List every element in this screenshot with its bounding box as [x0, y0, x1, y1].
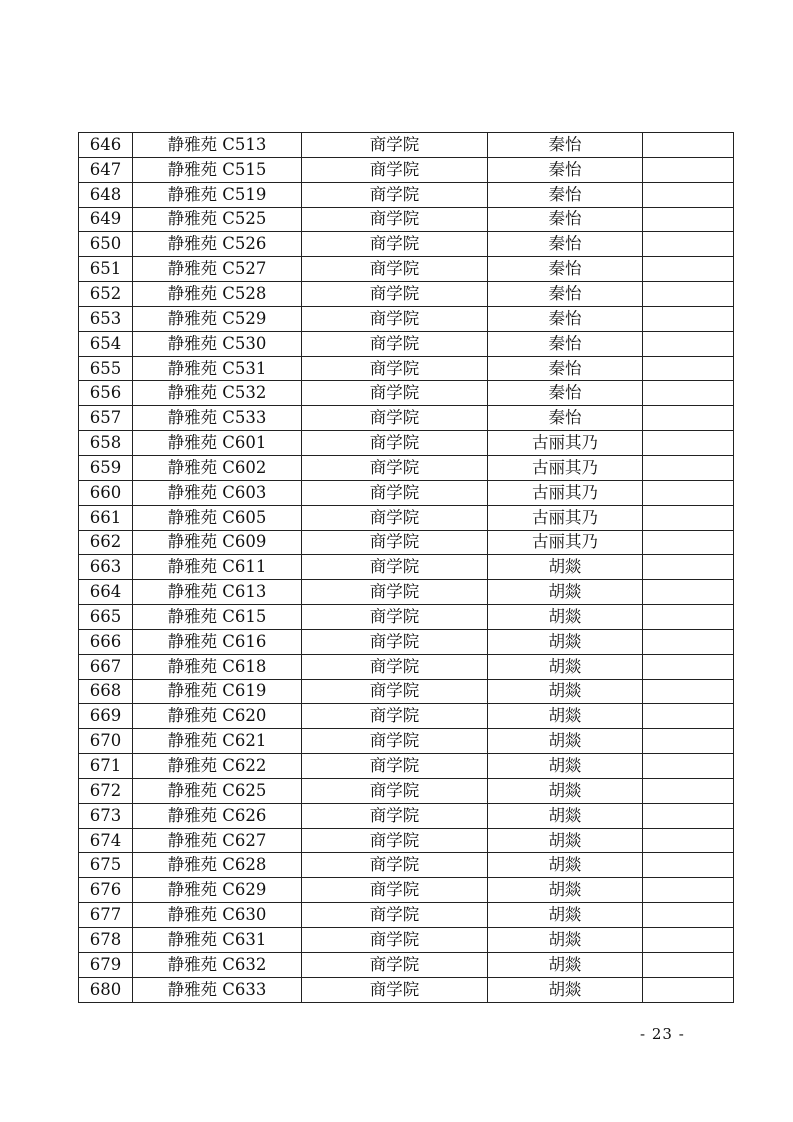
counselor-cell: 胡燚 [488, 704, 643, 729]
row-number-cell: 668 [79, 679, 133, 704]
note-cell [643, 331, 734, 356]
note-cell [643, 480, 734, 505]
table-row [79, 182, 734, 207]
note-cell [643, 778, 734, 803]
counselor-cell: 胡燚 [488, 903, 643, 928]
note-cell [643, 754, 734, 779]
table-row [79, 207, 734, 232]
row-number-cell: 675 [79, 853, 133, 878]
counselor-cell: 胡燚 [488, 928, 643, 953]
row-number-cell: 672 [79, 778, 133, 803]
row-number-cell: 655 [79, 356, 133, 381]
note-cell [643, 133, 734, 158]
row-number-cell: 646 [79, 133, 133, 158]
note-cell [643, 232, 734, 257]
college-cell: 商学院 [302, 356, 488, 381]
dorm-room-cell: 静雅苑 C528 [133, 282, 302, 307]
table-row [79, 530, 734, 555]
table-row [79, 580, 734, 605]
counselor-cell: 胡燚 [488, 952, 643, 977]
dorm-room-cell: 静雅苑 C625 [133, 778, 302, 803]
row-number-cell: 677 [79, 903, 133, 928]
college-cell: 商学院 [302, 729, 488, 754]
dorm-room-cell: 静雅苑 C602 [133, 455, 302, 480]
row-number-cell: 666 [79, 629, 133, 654]
college-cell: 商学院 [302, 505, 488, 530]
note-cell [643, 207, 734, 232]
college-cell: 商学院 [302, 704, 488, 729]
table-row [79, 406, 734, 431]
counselor-cell: 胡燚 [488, 580, 643, 605]
table-row [79, 704, 734, 729]
dorm-room-cell: 静雅苑 C533 [133, 406, 302, 431]
table-row [79, 455, 734, 480]
college-cell: 商学院 [302, 530, 488, 555]
counselor-cell: 胡燚 [488, 754, 643, 779]
counselor-cell: 古丽其乃 [488, 530, 643, 555]
college-cell: 商学院 [302, 778, 488, 803]
dorm-room-cell: 静雅苑 C601 [133, 431, 302, 456]
table-row [79, 828, 734, 853]
row-number-cell: 656 [79, 381, 133, 406]
counselor-cell: 胡燚 [488, 803, 643, 828]
row-number-cell: 679 [79, 952, 133, 977]
row-number-cell: 663 [79, 555, 133, 580]
table-row [79, 878, 734, 903]
row-number-cell: 650 [79, 232, 133, 257]
counselor-cell: 胡燚 [488, 853, 643, 878]
counselor-cell: 古丽其乃 [488, 455, 643, 480]
dormitory-table-container [78, 132, 733, 1003]
note-cell [643, 306, 734, 331]
row-number-cell: 665 [79, 605, 133, 630]
dorm-room-cell: 静雅苑 C611 [133, 555, 302, 580]
note-cell [643, 406, 734, 431]
college-cell: 商学院 [302, 406, 488, 431]
dorm-room-cell: 静雅苑 C513 [133, 133, 302, 158]
table-row [79, 928, 734, 953]
college-cell: 商学院 [302, 754, 488, 779]
row-number-cell: 670 [79, 729, 133, 754]
dorm-room-cell: 静雅苑 C619 [133, 679, 302, 704]
dorm-room-cell: 静雅苑 C630 [133, 903, 302, 928]
table-row [79, 157, 734, 182]
counselor-cell: 秦怡 [488, 356, 643, 381]
row-number-cell: 662 [79, 530, 133, 555]
counselor-cell: 秦怡 [488, 381, 643, 406]
table-row [79, 257, 734, 282]
dorm-room-cell: 静雅苑 C620 [133, 704, 302, 729]
dorm-room-cell: 静雅苑 C605 [133, 505, 302, 530]
counselor-cell: 胡燚 [488, 878, 643, 903]
note-cell [643, 356, 734, 381]
table-row [79, 903, 734, 928]
note-cell [643, 580, 734, 605]
table-row [79, 778, 734, 803]
college-cell: 商学院 [302, 555, 488, 580]
table-row [79, 480, 734, 505]
note-cell [643, 555, 734, 580]
college-cell: 商学院 [302, 580, 488, 605]
table-row [79, 306, 734, 331]
counselor-cell: 秦怡 [488, 282, 643, 307]
note-cell [643, 828, 734, 853]
dorm-room-cell: 静雅苑 C603 [133, 480, 302, 505]
counselor-cell: 秦怡 [488, 257, 643, 282]
table-row [79, 232, 734, 257]
table-row [79, 381, 734, 406]
note-cell [643, 977, 734, 1002]
table-row [79, 431, 734, 456]
dorm-room-cell: 静雅苑 C631 [133, 928, 302, 953]
row-number-cell: 648 [79, 182, 133, 207]
counselor-cell: 秦怡 [488, 406, 643, 431]
dorm-room-cell: 静雅苑 C526 [133, 232, 302, 257]
college-cell: 商学院 [302, 331, 488, 356]
dorm-room-cell: 静雅苑 C628 [133, 853, 302, 878]
note-cell [643, 257, 734, 282]
counselor-cell: 秦怡 [488, 306, 643, 331]
college-cell: 商学院 [302, 654, 488, 679]
row-number-cell: 652 [79, 282, 133, 307]
table-body [79, 133, 734, 1003]
dorm-room-cell: 静雅苑 C615 [133, 605, 302, 630]
row-number-cell: 654 [79, 331, 133, 356]
counselor-cell: 秦怡 [488, 157, 643, 182]
college-cell: 商学院 [302, 952, 488, 977]
dorm-room-cell: 静雅苑 C632 [133, 952, 302, 977]
table-row [79, 356, 734, 381]
college-cell: 商学院 [302, 828, 488, 853]
college-cell: 商学院 [302, 182, 488, 207]
note-cell [643, 679, 734, 704]
table-row [79, 133, 734, 158]
college-cell: 商学院 [302, 605, 488, 630]
note-cell [643, 282, 734, 307]
note-cell [643, 729, 734, 754]
table-row [79, 505, 734, 530]
table-row [79, 679, 734, 704]
counselor-cell: 胡燚 [488, 605, 643, 630]
note-cell [643, 853, 734, 878]
row-number-cell: 680 [79, 977, 133, 1002]
counselor-cell: 胡燚 [488, 828, 643, 853]
row-number-cell: 667 [79, 654, 133, 679]
dorm-room-cell: 静雅苑 C622 [133, 754, 302, 779]
note-cell [643, 629, 734, 654]
college-cell: 商学院 [302, 928, 488, 953]
college-cell: 商学院 [302, 455, 488, 480]
dorm-room-cell: 静雅苑 C626 [133, 803, 302, 828]
note-cell [643, 654, 734, 679]
dorm-room-cell: 静雅苑 C530 [133, 331, 302, 356]
row-number-cell: 664 [79, 580, 133, 605]
note-cell [643, 704, 734, 729]
note-cell [643, 928, 734, 953]
college-cell: 商学院 [302, 157, 488, 182]
row-number-cell: 653 [79, 306, 133, 331]
college-cell: 商学院 [302, 381, 488, 406]
counselor-cell: 胡燚 [488, 555, 643, 580]
row-number-cell: 678 [79, 928, 133, 953]
table-row [79, 754, 734, 779]
note-cell [643, 878, 734, 903]
page-number: - 23 - [640, 1025, 685, 1043]
row-number-cell: 673 [79, 803, 133, 828]
table-row [79, 729, 734, 754]
dorm-room-cell: 静雅苑 C531 [133, 356, 302, 381]
note-cell [643, 381, 734, 406]
row-number-cell: 659 [79, 455, 133, 480]
row-number-cell: 671 [79, 754, 133, 779]
note-cell [643, 182, 734, 207]
note-cell [643, 903, 734, 928]
college-cell: 商学院 [302, 878, 488, 903]
row-number-cell: 660 [79, 480, 133, 505]
counselor-cell: 胡燚 [488, 679, 643, 704]
table-row [79, 605, 734, 630]
dorm-room-cell: 静雅苑 C609 [133, 530, 302, 555]
college-cell: 商学院 [302, 853, 488, 878]
row-number-cell: 657 [79, 406, 133, 431]
dorm-room-cell: 静雅苑 C613 [133, 580, 302, 605]
college-cell: 商学院 [302, 679, 488, 704]
dorm-room-cell: 静雅苑 C529 [133, 306, 302, 331]
table-row [79, 803, 734, 828]
counselor-cell: 古丽其乃 [488, 505, 643, 530]
college-cell: 商学院 [302, 133, 488, 158]
dorm-room-cell: 静雅苑 C515 [133, 157, 302, 182]
counselor-cell: 秦怡 [488, 331, 643, 356]
dorm-room-cell: 静雅苑 C525 [133, 207, 302, 232]
row-number-cell: 661 [79, 505, 133, 530]
note-cell [643, 455, 734, 480]
college-cell: 商学院 [302, 480, 488, 505]
dorm-room-cell: 静雅苑 C618 [133, 654, 302, 679]
dorm-room-cell: 静雅苑 C616 [133, 629, 302, 654]
note-cell [643, 605, 734, 630]
college-cell: 商学院 [302, 207, 488, 232]
college-cell: 商学院 [302, 629, 488, 654]
row-number-cell: 658 [79, 431, 133, 456]
college-cell: 商学院 [302, 903, 488, 928]
dorm-room-cell: 静雅苑 C629 [133, 878, 302, 903]
row-number-cell: 649 [79, 207, 133, 232]
college-cell: 商学院 [302, 431, 488, 456]
counselor-cell: 胡燚 [488, 654, 643, 679]
dorm-room-cell: 静雅苑 C621 [133, 729, 302, 754]
counselor-cell: 秦怡 [488, 133, 643, 158]
counselor-cell: 秦怡 [488, 232, 643, 257]
row-number-cell: 674 [79, 828, 133, 853]
table-row [79, 331, 734, 356]
row-number-cell: 676 [79, 878, 133, 903]
college-cell: 商学院 [302, 977, 488, 1002]
dorm-room-cell: 静雅苑 C519 [133, 182, 302, 207]
college-cell: 商学院 [302, 282, 488, 307]
table-row [79, 282, 734, 307]
college-cell: 商学院 [302, 803, 488, 828]
dorm-room-cell: 静雅苑 C633 [133, 977, 302, 1002]
counselor-cell: 古丽其乃 [488, 431, 643, 456]
row-number-cell: 651 [79, 257, 133, 282]
college-cell: 商学院 [302, 306, 488, 331]
note-cell [643, 157, 734, 182]
table-row [79, 555, 734, 580]
counselor-cell: 秦怡 [488, 207, 643, 232]
college-cell: 商学院 [302, 232, 488, 257]
note-cell [643, 530, 734, 555]
row-number-cell: 669 [79, 704, 133, 729]
table-row [79, 654, 734, 679]
counselor-cell: 古丽其乃 [488, 480, 643, 505]
dorm-room-cell: 静雅苑 C527 [133, 257, 302, 282]
table-row [79, 952, 734, 977]
counselor-cell: 秦怡 [488, 182, 643, 207]
note-cell [643, 803, 734, 828]
row-number-cell: 647 [79, 157, 133, 182]
table-row [79, 629, 734, 654]
note-cell [643, 952, 734, 977]
dorm-room-cell: 静雅苑 C627 [133, 828, 302, 853]
counselor-cell: 胡燚 [488, 977, 643, 1002]
table-row [79, 977, 734, 1002]
dorm-room-cell: 静雅苑 C532 [133, 381, 302, 406]
college-cell: 商学院 [302, 257, 488, 282]
counselor-cell: 胡燚 [488, 729, 643, 754]
table-row [79, 853, 734, 878]
note-cell [643, 505, 734, 530]
dormitory-table [78, 132, 734, 1003]
counselor-cell: 胡燚 [488, 778, 643, 803]
counselor-cell: 胡燚 [488, 629, 643, 654]
note-cell [643, 431, 734, 456]
